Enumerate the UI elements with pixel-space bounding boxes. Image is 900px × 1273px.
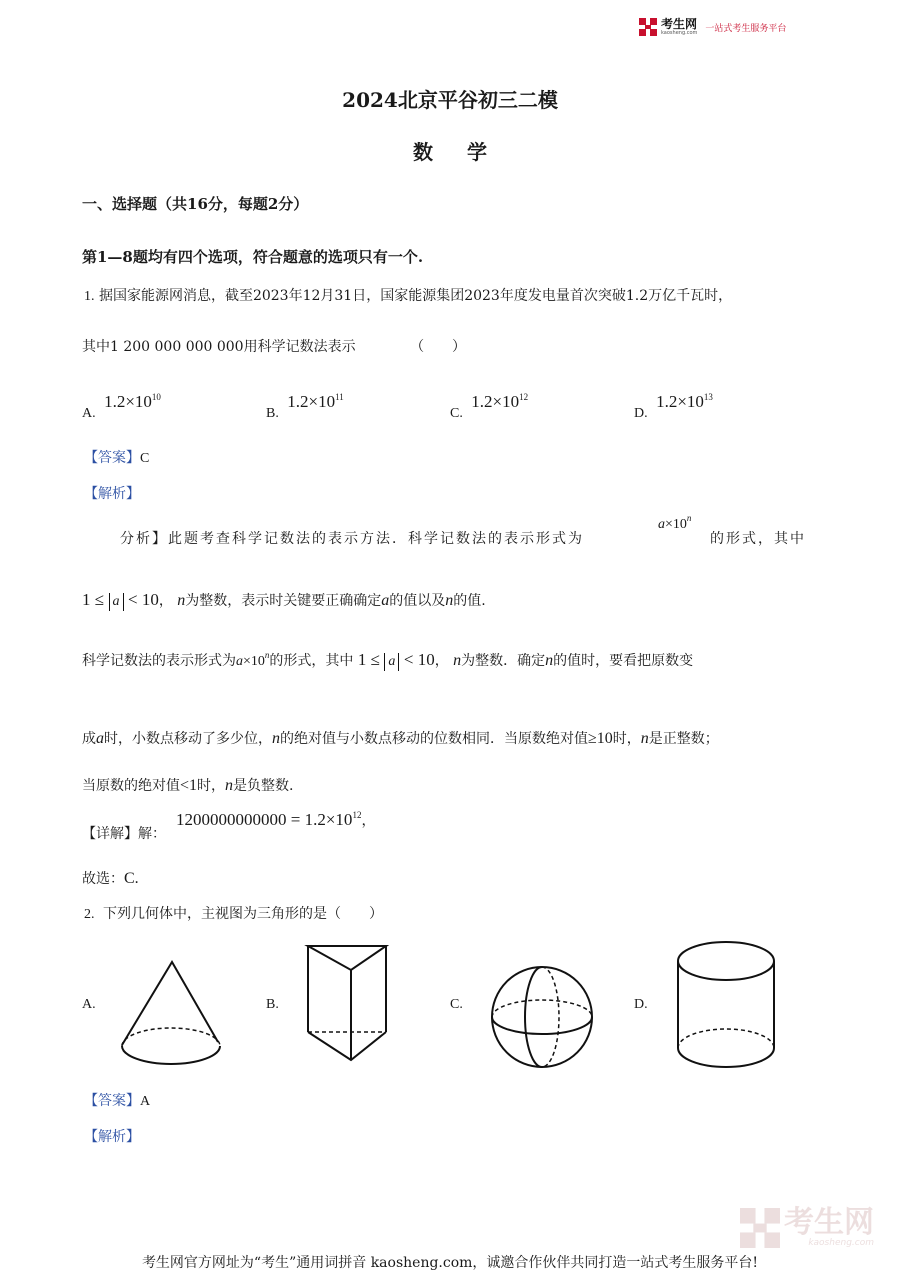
ineq-left: 1 ≤ [357, 650, 380, 669]
text: 当原数的绝对值 [82, 778, 180, 794]
lt-1: <1 [180, 777, 198, 794]
text: 为整数．确定 [461, 653, 546, 669]
var-n: n [453, 652, 462, 669]
option-base: 1.2×10 [287, 392, 336, 411]
text: 的值以及 [389, 593, 446, 609]
option-label: C. [450, 406, 463, 421]
answer-value: A [140, 1094, 151, 1109]
choose-pre: 故选： [82, 871, 124, 887]
option-base: 1.2×10 [656, 392, 704, 411]
var-a: a [96, 730, 104, 747]
expr-times10: ×10 [665, 517, 687, 532]
text: 的值. [453, 593, 486, 609]
expr-n: n [264, 650, 270, 660]
ineq-right: < 10 [403, 650, 435, 669]
logo-brand: 考生网 [661, 17, 698, 31]
ineq-right: < 10 [128, 590, 159, 609]
q2-number: 2. [84, 907, 95, 922]
section-instruction: 第1—8题均有四个选项，符合题意的选项只有一个. [82, 248, 424, 266]
sphere-figure [487, 962, 597, 1072]
watermark-text [780, 1205, 874, 1248]
text: 是负整数. [233, 778, 294, 794]
abs-a: a [384, 653, 399, 671]
q2-option-a-label: A. [82, 997, 96, 1012]
q2-stem [84, 903, 383, 923]
q1-analysis-tag: 【解析】 [84, 486, 140, 502]
detail-exp: 12 [352, 810, 362, 820]
text: 为整数，表示时关键要正确确定 [185, 593, 382, 609]
option-label: B. [266, 406, 279, 421]
q1-line1 [84, 285, 732, 305]
q1-stem-line2: 其中1 200 000 000 000用科学记数法表示 [82, 339, 356, 355]
q1-option-a [82, 392, 161, 421]
option-exp: 11 [335, 392, 344, 402]
ge-10: ≥10 [588, 730, 613, 747]
text: 成 [82, 731, 96, 747]
q1-analysis-line1-end: 的形式，其中 [710, 531, 806, 547]
expr-a: a [236, 654, 243, 669]
watermark-brand: 考生网 [784, 1205, 874, 1240]
answer-tag: 【答案】 [84, 1093, 140, 1109]
text: 科学记数法的表示形式为 [82, 653, 236, 669]
text: 时， [612, 731, 641, 747]
cylinder-figure [673, 938, 779, 1072]
var-n: n [445, 592, 454, 609]
q1-analysis-line5 [82, 775, 293, 795]
watermark [740, 1205, 874, 1248]
option-exp: 12 [519, 392, 529, 402]
q1-analysis-line2 [82, 590, 486, 611]
option-exp: 10 [151, 392, 161, 402]
cone-figure [118, 958, 224, 1070]
ineq-left: 1 ≤ [82, 590, 105, 609]
answer-value: C [140, 451, 150, 466]
q1-analysis-line1 [120, 528, 584, 548]
q2-answer [84, 1090, 150, 1110]
text: ， [158, 593, 173, 609]
q1-analysis-expr1 [658, 513, 692, 533]
q1-paren: （ ） [410, 339, 467, 355]
var-n: n [272, 730, 280, 747]
q2-option-b-label: B. [266, 997, 279, 1012]
q1-analysis-line3 [82, 650, 693, 671]
var-n: n [545, 652, 554, 669]
expr-times10: ×10 [243, 654, 265, 669]
var-n: n [225, 777, 234, 794]
q2-option-d-label: D. [634, 997, 648, 1012]
page-title: 2024北京平谷初三二模 [342, 88, 558, 112]
q2-analysis-tag: 【解析】 [84, 1129, 140, 1145]
detail-post: ， [361, 813, 376, 829]
expr-n: n [686, 513, 692, 523]
detail-tag: 【详解】 [82, 826, 138, 842]
var-a: a [381, 592, 390, 609]
q1-answer [84, 447, 149, 467]
abs-a: a [109, 593, 124, 611]
var-n: n [640, 730, 649, 747]
detail-pre: 解： [138, 826, 166, 842]
triangular-prism-figure [303, 942, 393, 1066]
option-base: 1.2×10 [104, 392, 152, 411]
text: 是正整数； [648, 731, 719, 747]
option-base: 1.2×10 [471, 392, 520, 411]
logo-slogan: 一站式考生服务平台 [705, 23, 787, 34]
subject-title: 数学 [413, 140, 521, 164]
detail-equation: 1200000000000 = 1.2×10 [176, 810, 353, 829]
page-footer: 考生网官方网址为“考生”通用词拼音 kaosheng.com，诚邀合作伙伴共同打造一站式考生服务平台! [141, 1255, 759, 1271]
q1-option-d [634, 392, 713, 421]
q2-option-c-label: C. [450, 997, 463, 1012]
logo-domain: kaosheng.com [661, 30, 698, 36]
q1-line2 [82, 336, 466, 356]
answer-tag: 【答案】 [84, 450, 140, 466]
option-label: D. [634, 406, 648, 421]
text: 的绝对值与小数点移动的位数相同．当原数绝对值 [280, 731, 588, 747]
text: ， [434, 653, 449, 669]
q1-detail-eq [176, 810, 375, 830]
choose-answer: C. [124, 870, 139, 887]
q1-stem-line1: 据国家能源网消息，截至2023年12月31日，国家能源集团2023年度发电量首次突破1.2万亿千瓦时， [98, 288, 733, 304]
watermark-logo-icon [740, 1208, 780, 1248]
q1-analysis-line4 [82, 728, 719, 748]
text: 时，小数点移动了多少位， [104, 731, 272, 747]
text: 时， [197, 778, 226, 794]
q1-number: 1. [84, 289, 95, 304]
watermark-domain: kaosheng.com [808, 1238, 874, 1248]
option-label: A. [82, 406, 96, 421]
option-exp: 13 [703, 392, 713, 402]
q1-option-b [266, 392, 344, 421]
logo-text [661, 18, 697, 36]
q2-text: 下列几何体中，主视图为三角形的是（ ） [102, 906, 383, 922]
var-n: n [177, 592, 186, 609]
kaosheng-logo-icon [639, 18, 657, 36]
text: 的值时，要看把原数变 [553, 653, 694, 669]
q1-choose [82, 868, 139, 888]
analysis-text: 分析】此题考查科学记数法的表示方法．科学记数法的表示形式为 [120, 531, 584, 547]
text: 的形式，其中 [269, 653, 354, 669]
expr-a: a [658, 517, 665, 532]
header-logo [639, 18, 786, 36]
section-heading: 一、选择题（共16分，每题2分） [82, 195, 309, 213]
q1-option-c [450, 392, 529, 421]
q1-detail [82, 823, 166, 843]
